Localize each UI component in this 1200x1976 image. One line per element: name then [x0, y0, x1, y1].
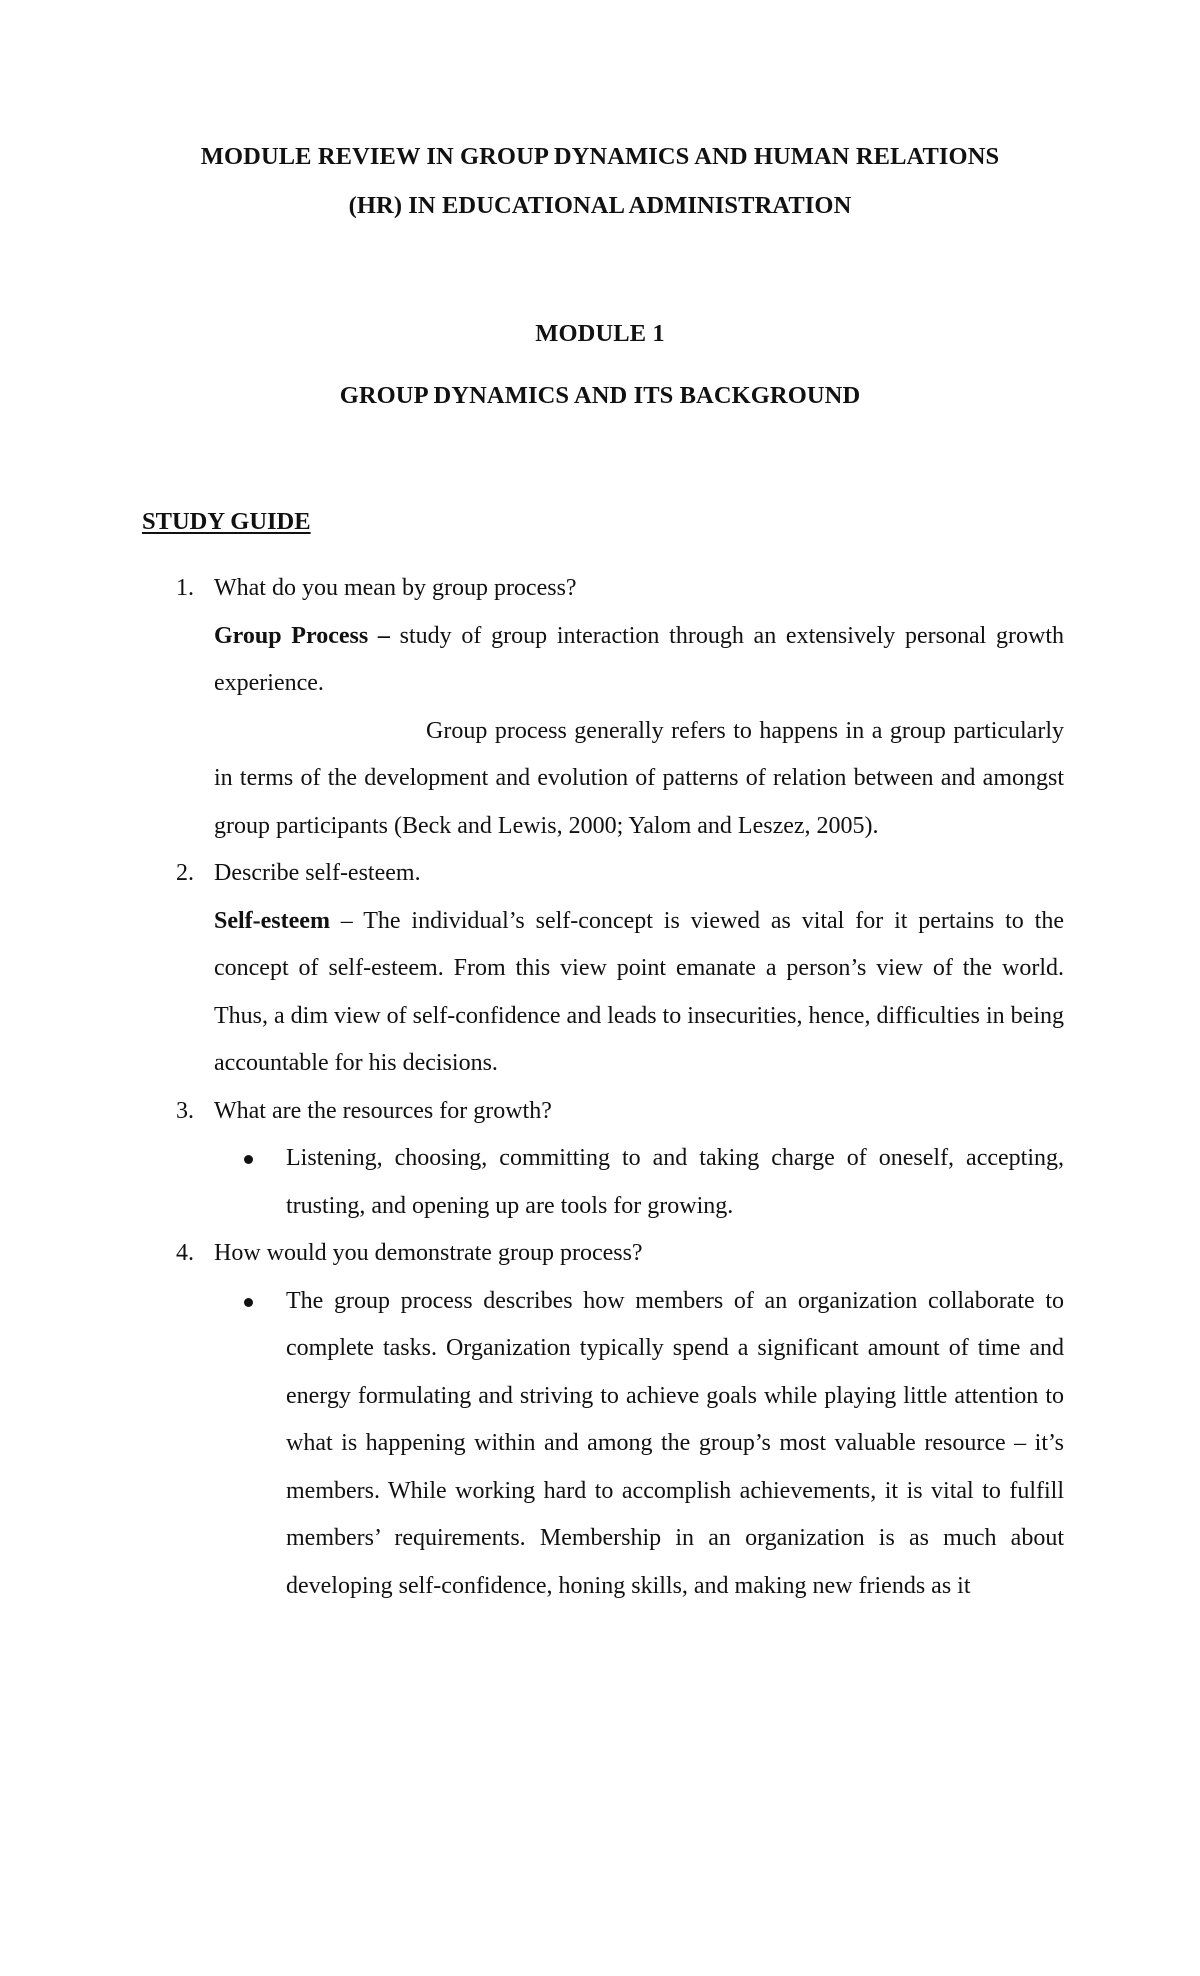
question-text: What are the resources for growth? [214, 1097, 552, 1124]
answer-term: Self-esteem [214, 907, 330, 934]
bullet-icon [244, 1298, 253, 1307]
question-number: 4. [176, 1240, 194, 1266]
question-number: 2. [176, 860, 194, 886]
document-title-line-1: MODULE REVIEW IN GROUP DYNAMICS AND HUMAN RELATIONS [200, 143, 1000, 170]
question-item [142, 850, 1064, 1088]
question-text: What do you mean by group process? [214, 575, 577, 601]
bullet-item [214, 1278, 1064, 1611]
answer-definition: – The individual’s self-concept is viewed as vital for it pertains to the concept of self-esteem. From this view point emanate a person’s view of the world. Thus, a dim view of self-confidence and leads to insecurities, hence, difficulties in being accountable for his decisions. [214, 907, 1064, 1076]
question-number: 3. [176, 1097, 194, 1124]
answer-term: Group Process – [214, 622, 390, 649]
question-text: Describe self-esteem. [214, 860, 421, 886]
question-item [142, 1088, 1064, 1231]
bullet-icon [244, 1155, 253, 1164]
study-guide-list [142, 565, 1064, 1610]
question-item [142, 1230, 1064, 1610]
question-number: 1. [176, 575, 194, 601]
section-heading: STUDY GUIDE [142, 508, 311, 535]
module-label: MODULE 1 [535, 320, 665, 347]
question-text: How would you demonstrate group process? [214, 1240, 643, 1266]
document-title-line-2: (HR) IN EDUCATIONAL ADMINISTRATION [348, 192, 852, 219]
question-item [142, 565, 1064, 850]
bullet-item [214, 1135, 1064, 1230]
module-title: GROUP DYNAMICS AND ITS BACKGROUND [339, 382, 861, 409]
answer-paragraph [214, 898, 1064, 1088]
answer-extra-paragraph: Group process generally refers to happens in a group particularly in terms of the development and evolution of patterns of relation between and amongst group participants (Beck and Lewis, 2000; Yalom and Leszez, 2005). [214, 717, 1064, 839]
bullet-text: The group process describes how members of an organization collaborate to complete tasks. Organization typically spend a significant amount of time and energy formulating and striving to achieve goals while playing little attention to what is happening within and among the group’s most valuable resource – it’s members. While working hard to accomplish achievements, it is vital to fulfill members’ requirements. Membership in an organization is as much about developing self-confidence, honing skills, and making new friends as it [286, 1287, 1064, 1599]
bullet-text: Listening, choosing, committing to and taking charge of oneself, accepting, trusting, and opening up are tools for growing. [286, 1145, 1064, 1219]
answer-paragraph [214, 613, 1064, 708]
answer-definition: study of group interaction through an extensively personal growth experience. [214, 622, 1064, 696]
